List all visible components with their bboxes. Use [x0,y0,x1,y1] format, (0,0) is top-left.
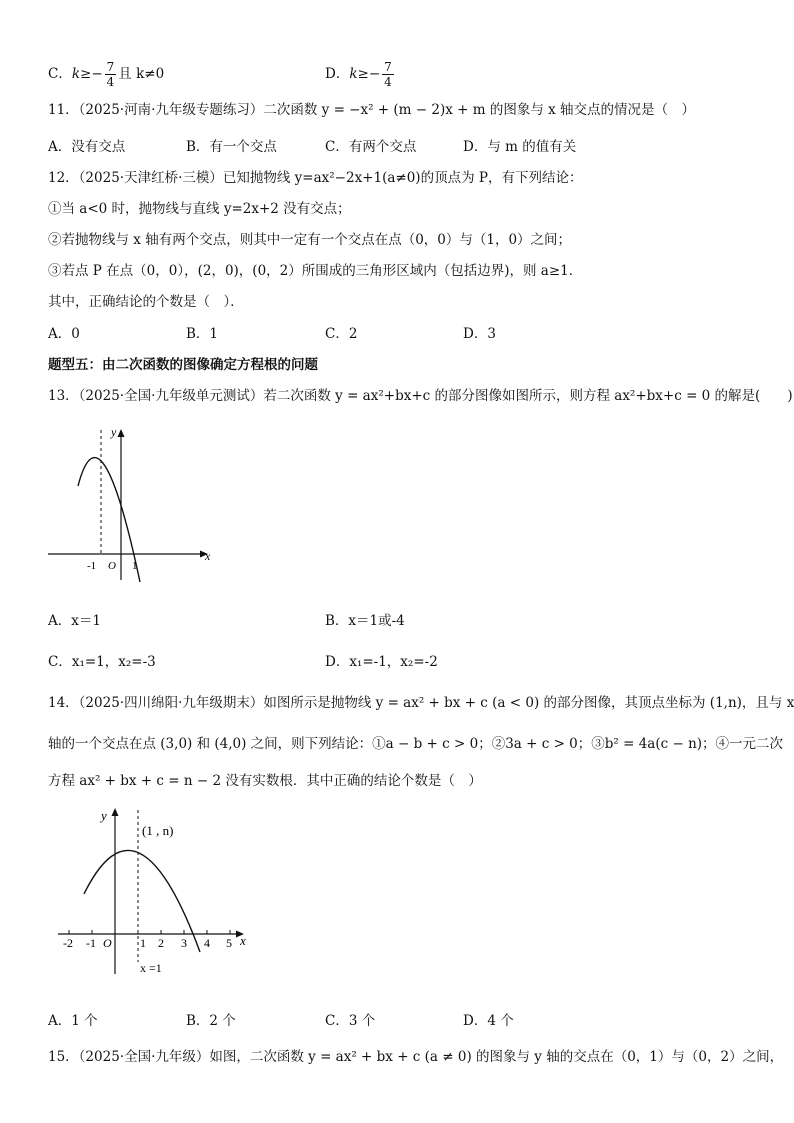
q14-option-d: D．4 个 [463,1013,514,1029]
q10-option-c: C．k≥− $\frac{7}{4}$ 且 k≠0 [48,60,165,89]
q11-option-b: B．有一个交点 [186,139,277,155]
tick-label: 1 [140,936,146,950]
tick-label: -2 [63,936,73,950]
q14-stem-line-2: 轴的一个交点在点 (3,0) 和 (4,0) 之间，则下列结论：①a − b + c > 0；②3a + c > 0；③b² = 4a(c − n)；④一元二次 [48,736,784,752]
q11-option-c: C．有两个交点 [325,139,417,155]
q14-stem-line-3: 方程 ax² + bx + c = n − 2 没有实数根．其中正确的结论个数是（ ） [48,773,482,789]
origin-label: O [108,560,116,572]
q13-option-b: B．x＝1或-4 [325,613,405,629]
axis-of-symmetry-label: x =1 [140,961,162,975]
q14-stem-line-1: 14．（2025·四川绵阳·九年级期末）如图所示是抛物线 y = ax² + bx + c (a < 0) 的部分图像，其顶点坐标为 (1,n)，且与 x [48,695,794,711]
q12-conclusion-2: ②若抛物线与 x 轴有两个交点，则其中一定有一个交点在点（0，0）与（1，0）之间； [48,232,572,248]
y-axis-label: y [111,425,117,439]
tick-label: -1 [86,936,96,950]
origin-label: O [103,936,112,950]
tick-label: 1 [132,560,138,572]
q13-option-a: A．x＝1 [48,613,101,629]
q11-stem: 11．（2025·河南·九年级专题练习）二次函数 y = −x² + (m − 2)x + m 的图象与 x 轴交点的情况是（ ） [48,102,696,118]
x-axis-label: x [205,549,211,563]
fraction: $\frac{7}{4}$ [106,60,115,89]
section-heading: 题型五：由二次函数的图像确定方程根的问题 [48,357,318,373]
q12-question: 其中，正确结论的个数是（ ）． [48,294,244,310]
vertex-label: (1 , n) [142,823,174,838]
q14-graph [52,802,262,982]
q12-conclusion-3: ③若点 P 在点（0，0），(2，0)，(0，2）所围成的三角形区域内（包括边界)，则 a≥1． [48,263,583,279]
q13-graph [40,420,230,585]
q12-conclusion-1: ①当 a<0 时，抛物线与直线 y=2x+2 没有交点； [48,201,351,217]
q12-stem: 12．（2025·天津红桥·三模）已知抛物线 y=ax²−2x+1(a≠0)的顶点为 P，有下列结论： [48,170,583,186]
tick-label: 5 [226,936,232,950]
q12-option-a: A．0 [48,326,80,342]
q14-option-c: C．3 个 [325,1013,376,1029]
q10-option-d: D．k≥− $\frac{7}{4}$ [325,60,392,89]
tick-label: -1 [87,560,97,572]
q13-option-d: D．x₁=-1，x₂=-2 [325,654,438,670]
y-axis-label: y [101,808,107,823]
q14-option-a: A．1 个 [48,1013,98,1029]
q15-stem: 15．（2025·全国·九年级）如图，二次函数 y = ax² + bx + c (a ≠ 0) 的图象与 y 轴的交点在（0，1）与（0，2）之间， [48,1049,784,1065]
tick-label: 3 [181,936,187,950]
q12-option-c: C．2 [325,326,358,342]
q11-option-d: D．与 m 的值有关 [463,139,577,155]
q13-stem: 13．（2025·全国·九年级单元测试）若二次函数 y = ax²+bx+c 的部分图像如图所示，则方程 ax²+bx+c = 0 的解是( ) [48,388,793,404]
q11-option-a: A．没有交点 [48,139,126,155]
q14-option-b: B．2 个 [186,1013,236,1029]
q12-option-b: B．1 [186,326,219,342]
tick-label: 4 [204,936,210,950]
tick-label: 2 [158,936,164,950]
q13-option-c: C．x₁=1，x₂=-3 [48,654,156,670]
q12-option-d: D．3 [463,326,496,342]
x-axis-label: x [240,933,246,948]
fraction: $\frac{7}{4}$ [384,60,392,89]
